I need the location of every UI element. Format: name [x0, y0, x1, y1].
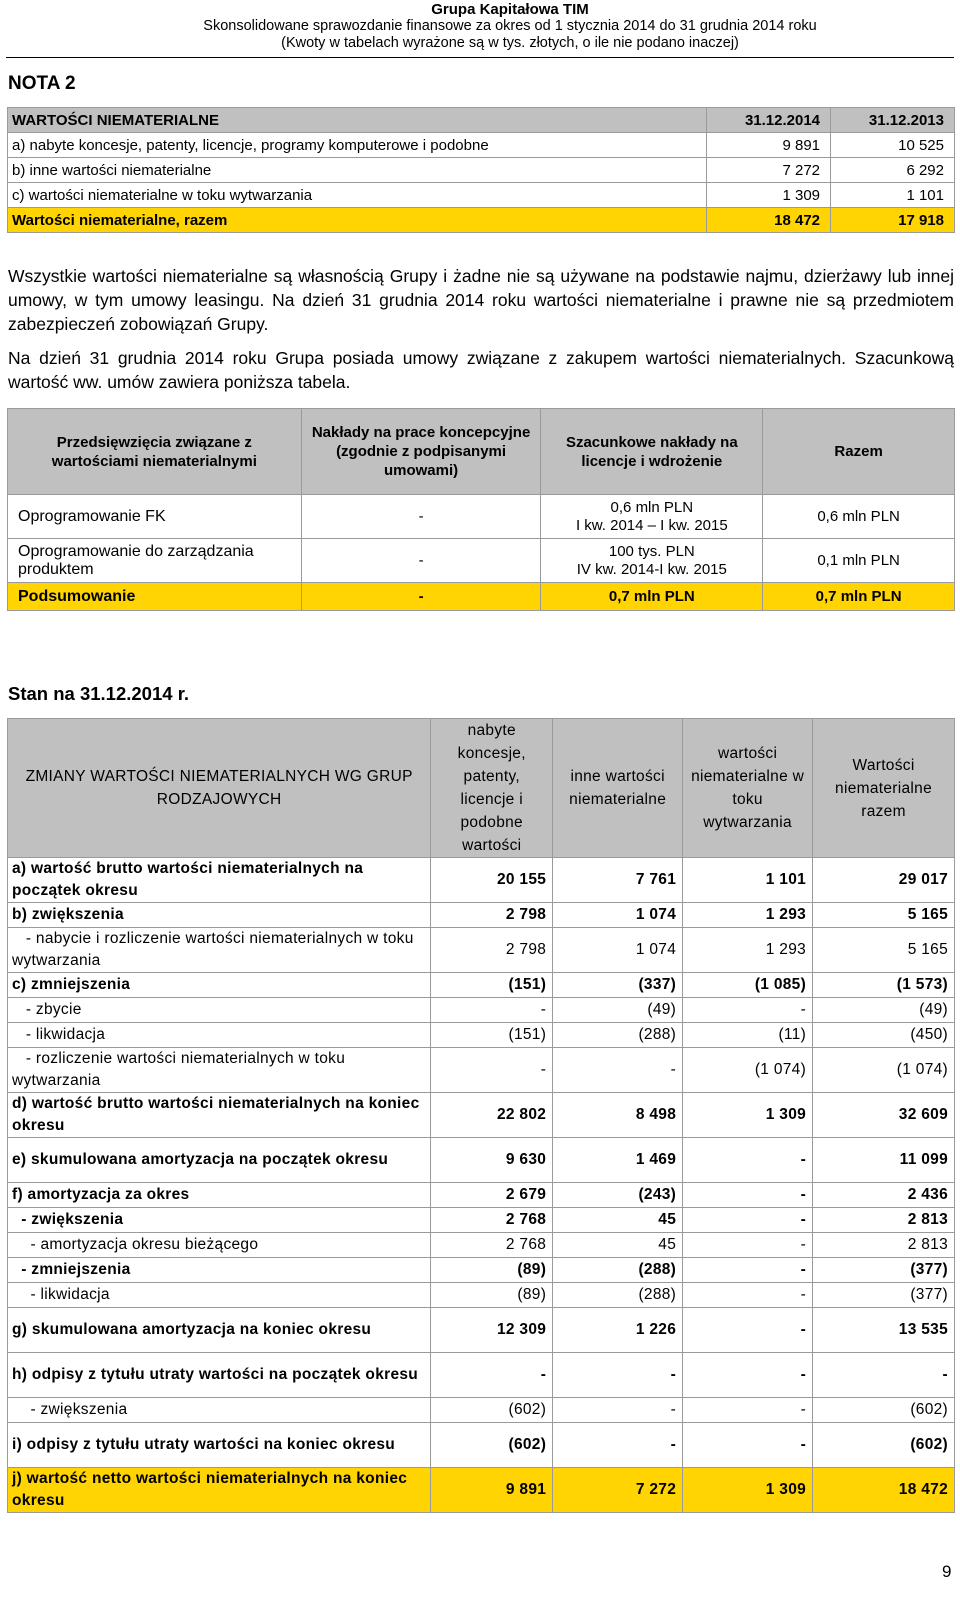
- row-label: h) odpisy z tytułu utraty wartości na początek okresu: [8, 1353, 431, 1398]
- row-label: d) wartość brutto wartości niematerialnych na koniec okresu: [8, 1093, 431, 1138]
- table-row: [8, 1233, 955, 1258]
- table-row: [8, 1353, 955, 1398]
- row-label: i) odpisy z tytułu utraty wartości na koniec okresu: [8, 1423, 431, 1468]
- value-cell: 8 498: [553, 1093, 683, 1138]
- value-cell: -: [683, 1353, 813, 1398]
- value-cell: 12 309: [431, 1308, 553, 1353]
- intangible-changes-table: [7, 718, 955, 1513]
- table-row: [8, 1283, 955, 1308]
- value-cell: -: [553, 1353, 683, 1398]
- value-cell: 7 272: [553, 1468, 683, 1513]
- value-cell: 1 101: [683, 858, 813, 903]
- value-cell: -: [683, 1398, 813, 1423]
- value-cell: (602): [813, 1398, 955, 1423]
- value-cell: 1 469: [553, 1138, 683, 1183]
- summary-value: -: [301, 583, 541, 611]
- value-cell: (151): [431, 973, 553, 998]
- value-cell: 1 293: [683, 903, 813, 928]
- row-label: - nabycie i rozliczenie wartości niematerialnych w toku wytwarzania: [8, 928, 431, 973]
- value-cell: 1 226: [553, 1308, 683, 1353]
- value-cell: (243): [553, 1183, 683, 1208]
- table-row: [8, 1398, 955, 1423]
- value-cell: 5 165: [813, 903, 955, 928]
- value-cell: 32 609: [813, 1093, 955, 1138]
- total-cost: 0,1 mln PLN: [763, 539, 955, 583]
- value-cell: 2 813: [813, 1233, 955, 1258]
- value-cell: (1 573): [813, 973, 955, 998]
- header-cell: Przedsięwzięcia związane z wartościami niematerialnymi: [8, 409, 302, 495]
- page-number: 9: [942, 1562, 952, 1581]
- row-label: - likwidacja: [8, 1283, 431, 1308]
- value-cell: 1 293: [683, 928, 813, 973]
- project-name: Oprogramowanie do zarządzania produktem: [8, 539, 302, 583]
- table-summary-row: [8, 583, 955, 611]
- header-divider: [6, 57, 954, 58]
- value-cell: -: [683, 1183, 813, 1208]
- value-cell: -: [431, 998, 553, 1023]
- estimated-period: IV kw. 2014-I kw. 2015: [576, 560, 727, 578]
- estimated-amount: 0,6 mln PLN: [610, 498, 694, 516]
- header-cell: Szacunkowe nakłady na licencje i wdrożenie: [541, 409, 763, 495]
- value-cell: 20 155: [431, 858, 553, 903]
- table-row: [8, 1093, 955, 1138]
- value-cell: 45: [553, 1208, 683, 1233]
- value-cell: (1 074): [683, 1048, 813, 1093]
- total-cost: 0,6 mln PLN: [763, 495, 955, 539]
- table-row: [8, 1048, 955, 1093]
- table-row: [8, 1023, 955, 1048]
- row-label: - zmniejszenia: [8, 1258, 431, 1283]
- value-cell: 1 309: [707, 183, 831, 208]
- row-label: f) amortyzacja za okres: [8, 1183, 431, 1208]
- row-label: b) zwiększenia: [8, 903, 431, 928]
- value-cell: 1 309: [683, 1093, 813, 1138]
- value-cell: (1 085): [683, 973, 813, 998]
- estimated-period: I kw. 2014 – I kw. 2015: [575, 516, 728, 534]
- project-name: Oprogramowanie FK: [8, 495, 302, 539]
- table-row: [8, 1208, 955, 1233]
- value-cell: (89): [431, 1258, 553, 1283]
- value-cell: -: [431, 1353, 553, 1398]
- value-cell: -: [683, 1208, 813, 1233]
- header-cell: WARTOŚCI NIEMATERIALNE: [8, 108, 707, 133]
- value-cell: (337): [553, 973, 683, 998]
- value-cell: 2 768: [431, 1233, 553, 1258]
- value-cell: 9 891: [707, 133, 831, 158]
- value-cell: 22 802: [431, 1093, 553, 1138]
- value-cell: (1 074): [813, 1048, 955, 1093]
- value-cell: (89): [431, 1283, 553, 1308]
- row-label: e) skumulowana amortyzacja na początek okresu: [8, 1138, 431, 1183]
- row-label: b) inne wartości niematerialne: [8, 158, 707, 183]
- header-cell: nabyte koncesje, patenty, licencje i podobne wartości: [431, 719, 553, 858]
- value-cell: 2 768: [431, 1208, 553, 1233]
- table-row: [8, 973, 955, 998]
- value-cell: 2 436: [813, 1183, 955, 1208]
- summary-label: Podsumowanie: [8, 583, 302, 611]
- table-row: [8, 495, 955, 539]
- table-row: [8, 903, 955, 928]
- value-cell: (288): [553, 1023, 683, 1048]
- row-label: - rozliczenie wartości niematerialnych w toku wytwarzania: [8, 1048, 431, 1093]
- value-cell: 1 074: [553, 903, 683, 928]
- value-cell: 6 292: [831, 158, 955, 183]
- total-value: 18 472: [707, 208, 831, 233]
- header-cell: Wartości niematerialne razem: [813, 719, 955, 858]
- summary-value: 0,7 mln PLN: [541, 583, 763, 611]
- row-label: a) nabyte koncesje, patenty, licencje, programy komputerowe i podobne: [8, 133, 707, 158]
- table-header-row: [8, 108, 955, 133]
- value-cell: -: [553, 1048, 683, 1093]
- value-cell: (288): [553, 1283, 683, 1308]
- amount-unit-note: (Kwoty w tabelach wyrażone są w tys. złotych, o ile nie podano inaczej): [281, 35, 739, 51]
- row-label: g) skumulowana amortyzacja na koniec okresu: [8, 1308, 431, 1353]
- value-cell: 45: [553, 1233, 683, 1258]
- value-cell: 7 761: [553, 858, 683, 903]
- row-label: c) zmniejszenia: [8, 973, 431, 998]
- estimated-amount: 100 tys. PLN: [608, 542, 695, 560]
- value-cell: 2 798: [431, 928, 553, 973]
- value-cell: 18 472: [813, 1468, 955, 1513]
- value-cell: 9 630: [431, 1138, 553, 1183]
- value-cell: (377): [813, 1258, 955, 1283]
- value-cell: -: [553, 1398, 683, 1423]
- header-cell: 31.12.2014: [707, 108, 831, 133]
- table-header-row: [8, 719, 955, 858]
- value-cell: 13 535: [813, 1308, 955, 1353]
- value-cell: (288): [553, 1258, 683, 1283]
- header-cell: 31.12.2013: [831, 108, 955, 133]
- row-label: - amortyzacja okresu bieżącego: [8, 1233, 431, 1258]
- page-header: [0, 0, 960, 52]
- estimated-cost: [541, 495, 763, 539]
- value-cell: (11): [683, 1023, 813, 1048]
- value-cell: -: [553, 1423, 683, 1468]
- table-row: [8, 1138, 955, 1183]
- row-label: c) wartości niematerialne w toku wytwarzania: [8, 183, 707, 208]
- table-row: [8, 928, 955, 973]
- table-row: [8, 133, 955, 158]
- header-cell: Nakłady na prace koncepcyjne (zgodnie z podpisanymi umowami): [301, 409, 541, 495]
- total-value: 17 918: [831, 208, 955, 233]
- row-label: - zwiększenia: [8, 1208, 431, 1233]
- table-row: [8, 1183, 955, 1208]
- header-cell: wartości niematerialne w toku wytwarzania: [683, 719, 813, 858]
- concept-cost: -: [301, 495, 541, 539]
- table-row: [8, 158, 955, 183]
- value-cell: (377): [813, 1283, 955, 1308]
- value-cell: -: [813, 1353, 955, 1398]
- planned-investments-table: [7, 408, 955, 611]
- value-cell: 2 813: [813, 1208, 955, 1233]
- value-cell: (602): [813, 1423, 955, 1468]
- row-label: - zwiększenia: [8, 1398, 431, 1423]
- section-date-heading: Stan na 31.12.2014 r.: [8, 683, 190, 704]
- value-cell: -: [683, 1283, 813, 1308]
- ownership-paragraph: Wszystkie wartości niematerialne są własnością Grupy i żadne nie są używane na podstawie najmu, dzierżawy lub innej umowy, w tym umowy leasingu. Na dzień 31 grudnia 2014 roku wartości niematerialne i prawne nie są przedmiotem zabezpieczeń zobowiązań Grupy.: [8, 266, 954, 334]
- row-label: a) wartość brutto wartości niematerialnych na początek okresu: [8, 858, 431, 903]
- value-cell: -: [683, 998, 813, 1023]
- value-cell: -: [683, 1233, 813, 1258]
- total-label: Wartości niematerialne, razem: [8, 208, 707, 233]
- table-header-row: [8, 409, 955, 495]
- value-cell: (49): [813, 998, 955, 1023]
- value-cell: 29 017: [813, 858, 955, 903]
- table-row: [8, 1308, 955, 1353]
- table-row: [8, 1258, 955, 1283]
- value-cell: 1 101: [831, 183, 955, 208]
- value-cell: -: [683, 1258, 813, 1283]
- row-label: - likwidacja: [8, 1023, 431, 1048]
- table-row: [8, 1423, 955, 1468]
- value-cell: 1 074: [553, 928, 683, 973]
- table-body: [8, 858, 955, 1513]
- value-cell: 5 165: [813, 928, 955, 973]
- value-cell: 1 309: [683, 1468, 813, 1513]
- table-row: [8, 539, 955, 583]
- value-cell: 7 272: [707, 158, 831, 183]
- table-row: [8, 183, 955, 208]
- value-cell: -: [683, 1423, 813, 1468]
- value-cell: -: [683, 1308, 813, 1353]
- value-cell: (602): [431, 1423, 553, 1468]
- value-cell: -: [683, 1138, 813, 1183]
- table-total-row: [8, 208, 955, 233]
- value-cell: 9 891: [431, 1468, 553, 1513]
- table-row: [8, 1468, 955, 1513]
- value-cell: -: [431, 1048, 553, 1093]
- table-row: [8, 998, 955, 1023]
- value-cell: (450): [813, 1023, 955, 1048]
- value-cell: (602): [431, 1398, 553, 1423]
- header-cell: Razem: [763, 409, 955, 495]
- header-cell: inne wartości niematerialne: [553, 719, 683, 858]
- summary-value: 0,7 mln PLN: [763, 583, 955, 611]
- table-row: [8, 858, 955, 903]
- concept-cost: -: [301, 539, 541, 583]
- note-title: NOTA 2: [8, 73, 76, 94]
- row-label: j) wartość netto wartości niematerialnych na koniec okresu: [8, 1468, 431, 1513]
- value-cell: 2 679: [431, 1183, 553, 1208]
- header-cell: ZMIANY WARTOŚCI NIEMATERIALNYCH WG GRUP RODZAJOWYCH: [8, 719, 431, 858]
- contracts-paragraph: Na dzień 31 grudnia 2014 roku Grupa posiada umowy związane z zakupem wartości niematerialnych. Szacunkową wartość ww. umów zawiera poniższa tabela.: [8, 348, 954, 392]
- value-cell: (151): [431, 1023, 553, 1048]
- value-cell: 10 525: [831, 133, 955, 158]
- estimated-cost: [541, 539, 763, 583]
- value-cell: (49): [553, 998, 683, 1023]
- value-cell: 2 798: [431, 903, 553, 928]
- value-cell: 11 099: [813, 1138, 955, 1183]
- row-label: - zbycie: [8, 998, 431, 1023]
- intangible-assets-summary-table: [7, 107, 955, 233]
- report-title: Skonsolidowane sprawozdanie finansowe za okres od 1 stycznia 2014 do 31 grudnia 2014 roku: [203, 18, 817, 34]
- company-name: Grupa Kapitałowa TIM: [431, 1, 589, 18]
